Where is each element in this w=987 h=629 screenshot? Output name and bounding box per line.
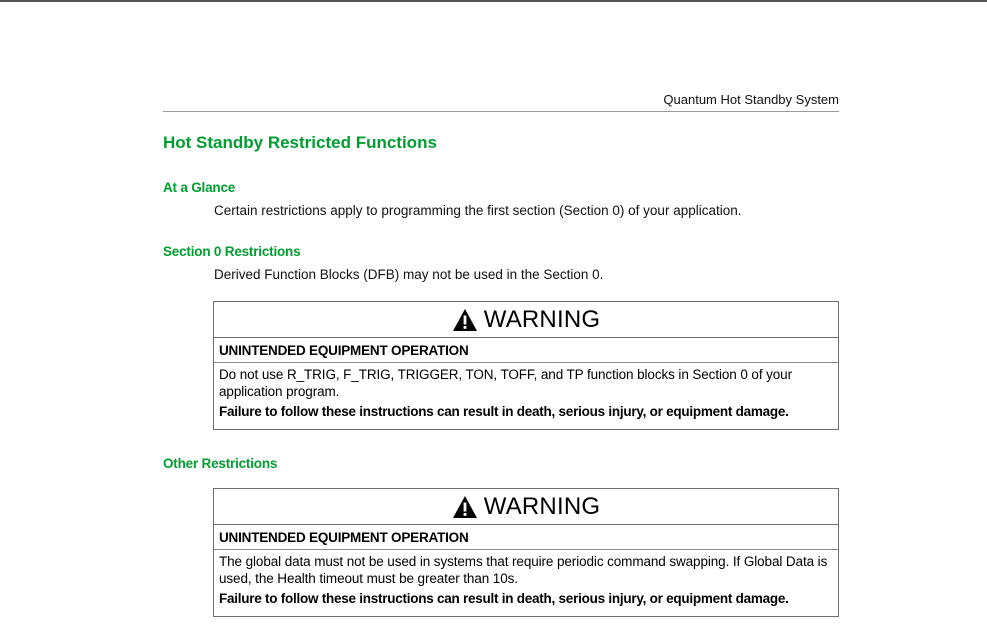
hazard-consequence: Failure to follow these instructions can result in death, serious injury, or equipment damage.: [219, 404, 789, 419]
warning-header: [214, 302, 838, 338]
hazard-title: UNINTENDED EQUIPMENT OPERATION: [219, 530, 469, 545]
warning-box-2: [213, 488, 839, 617]
hazard-consequence: Failure to follow these instructions can result in death, serious injury, or equipment damage.: [219, 591, 789, 606]
header-divider: [163, 111, 839, 112]
hazard-divider: [214, 549, 838, 550]
section0-text: Derived Function Blocks (DFB) may not be used in the Section 0.: [214, 267, 604, 282]
heading-other-restrictions: Other Restrictions: [163, 456, 278, 471]
hazard-title: UNINTENDED EQUIPMENT OPERATION: [219, 343, 469, 358]
warning-triangle-icon: [452, 308, 478, 332]
hazard-text: Do not use R_TRIG, F_TRIG, TRIGGER, TON, TOFF, and TP function blocks in Section 0 of your application program.: [219, 367, 792, 399]
warning-box-1: [213, 301, 839, 430]
heading-section0-restrictions: Section 0 Restrictions: [163, 244, 301, 259]
warning-header: [214, 489, 838, 525]
warning-body: [214, 525, 838, 609]
warning-triangle-icon: [452, 495, 478, 519]
top-edge-rule: [0, 0, 987, 2]
running-header: Quantum Hot Standby System: [663, 92, 839, 107]
heading-at-a-glance: At a Glance: [163, 180, 236, 195]
warning-label: WARNING: [483, 305, 601, 333]
warning-body: [214, 338, 838, 422]
at-a-glance-text: Certain restrictions apply to programming the first section (Section 0) of your application.: [214, 203, 742, 218]
page-title: Hot Standby Restricted Functions: [163, 133, 437, 152]
warning-label: WARNING: [483, 492, 601, 520]
hazard-divider: [214, 362, 838, 363]
hazard-text: The global data must not be used in systems that require periodic command swapping. If Global Data is used, the Health timeout must be greater than 10s.: [219, 554, 828, 586]
